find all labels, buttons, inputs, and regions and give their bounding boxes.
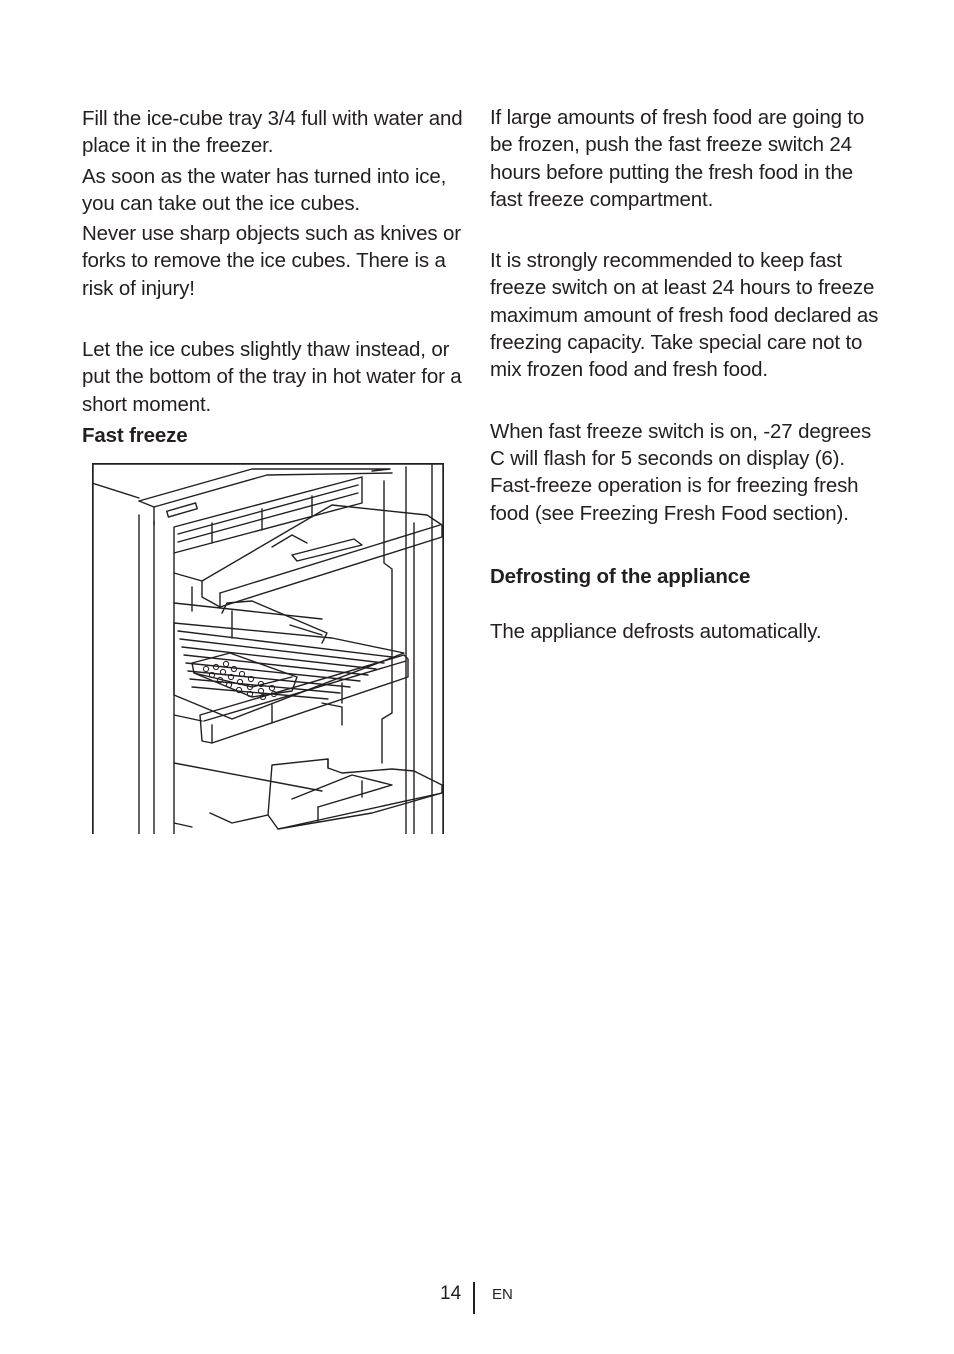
paragraph-sharp-objects-warning: Never use sharp objects such as knives or forks to remove the ice cubes. There is a risk of injury!: [82, 222, 461, 300]
footer-divider: [473, 1282, 475, 1314]
paragraph-defrosts-automatically: The appliance defrosts automatically.: [490, 620, 822, 644]
paragraph-large-amounts: If large amounts of fresh food are going to be frozen, push the fast freeze switch 24 hours before putting the fresh food in the fast freeze compartment.: [490, 106, 865, 211]
paragraph-fill-tray: Fill the ice-cube tray 3/4 full with water and place it in the freezer.: [82, 107, 463, 158]
paragraph-thaw-instead: Let the ice cubes slightly thaw instead, or put the bottom of the tray in hot water for a short moment.: [82, 338, 462, 416]
paragraph-take-out-cubes: As soon as the water has turned into ice, you can take out the ice cubes.: [82, 164, 447, 215]
page-number: 14: [440, 1283, 462, 1304]
heading-fast-freeze: Fast freeze: [82, 423, 188, 447]
right-column: [490, 104, 882, 645]
freezer-interior-illustration: [92, 463, 444, 834]
language-label: EN: [492, 1286, 513, 1303]
paragraph-display-flash: When fast freeze switch is on, -27 degrees C will flash for 5 seconds on display (6). Fast-freeze operation is for freezing fresh food (see Freezing Fresh Food section).: [490, 419, 872, 525]
heading-defrosting: Defrosting of the appliance: [490, 564, 751, 588]
left-column: [82, 105, 467, 449]
paragraph-keep-switch-on: It is strongly recommended to keep fast freeze switch on at least 24 hours to freeze maximum amount of fresh food declared as freezing capacity. Take special care not to mix frozen food and fresh food.: [490, 249, 879, 382]
